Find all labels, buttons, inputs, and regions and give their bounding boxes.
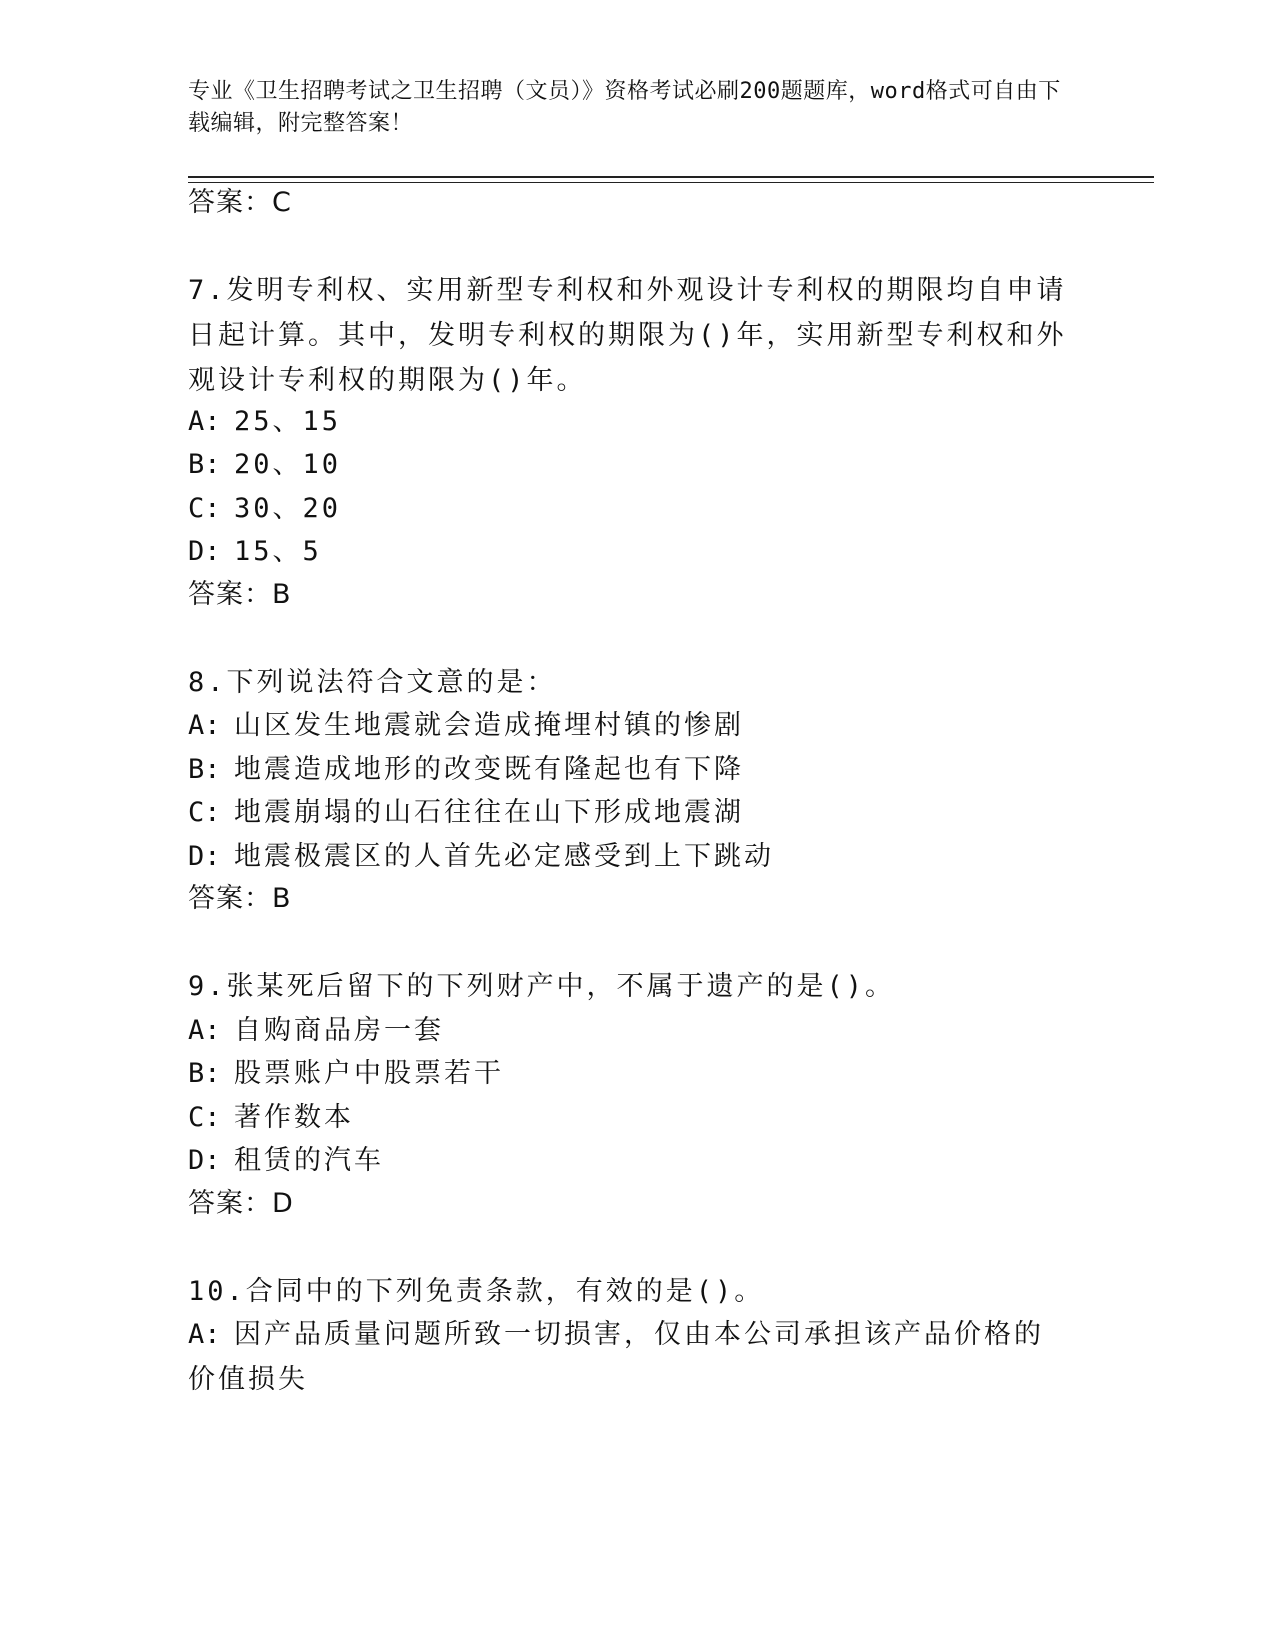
option-label: A: (188, 1015, 221, 1046)
option-label: B: (188, 1058, 221, 1089)
option-text: 30、20 (234, 493, 342, 524)
answer-6: 答案：C (188, 187, 292, 218)
document-header: 专业《卫生招聘考试之卫生招聘（文员）》资格考试必刷200题题库，word格式可自由下载编辑，附完整答案！ (188, 79, 1061, 136)
question-9-option-b (188, 1051, 1068, 1096)
option-text: 因产品质量问题所致一切损害，仅由本公司承担该产品价格的价值损失 (188, 1319, 1044, 1395)
option-label: A: (188, 1319, 221, 1350)
option-text: 地震极震区的人首先必定感受到上下跳动 (234, 841, 774, 872)
option-label: A: (188, 406, 221, 437)
option-label: C: (188, 797, 221, 828)
question-8-option-b (188, 747, 1068, 792)
option-label: C: (188, 1102, 221, 1133)
answer-8: 答案：B (188, 883, 292, 914)
question-9-option-c (188, 1095, 1068, 1140)
question-8-option-c (188, 790, 1068, 835)
option-text: 山区发生地震就会造成掩埋村镇的惨剧 (234, 710, 744, 741)
question-7-option-b (188, 442, 1068, 487)
option-text: 15、5 (234, 536, 322, 567)
question-7-option-d (188, 529, 1068, 574)
option-text: 著作数本 (234, 1102, 354, 1133)
question-9-option-d (188, 1138, 1068, 1183)
option-label: C: (188, 493, 221, 524)
option-label: D: (188, 841, 221, 872)
question-10-stem: 10.合同中的下列免责条款，有效的是()。 (188, 1276, 765, 1307)
question-10-option-a (188, 1312, 1068, 1402)
option-label: B: (188, 754, 221, 785)
header-rule-thin (188, 182, 1154, 183)
option-text: 地震造成地形的改变既有隆起也有下降 (234, 754, 744, 785)
option-label: A: (188, 710, 221, 741)
option-text: 20、10 (234, 449, 342, 480)
option-text: 地震崩塌的山石往往在山下形成地震湖 (234, 797, 744, 828)
question-9-stem: 9.张某死后留下的下列财产中，不属于遗产的是()。 (188, 971, 896, 1002)
answer-7: 答案：B (188, 579, 292, 610)
option-text: 股票账户中股票若干 (234, 1058, 504, 1089)
option-label: D: (188, 536, 221, 567)
question-7-stem: 7.发明专利权、实用新型专利权和外观设计专利权的期限均自申请日起计算。其中，发明专利权的期限为()年，实用新型专利权和外观设计专利权的期限为()年。 (188, 275, 1067, 396)
question-8-option-a (188, 703, 1068, 748)
option-label: B: (188, 449, 221, 480)
option-label: D: (188, 1145, 221, 1176)
answer-9: 答案：D (188, 1188, 294, 1219)
option-text: 自购商品房一套 (234, 1015, 444, 1046)
question-8-option-d (188, 834, 1068, 879)
header-rule-thick (188, 176, 1154, 178)
question-7-option-c (188, 486, 1068, 531)
option-text: 25、15 (234, 406, 342, 437)
question-7-option-a (188, 399, 1068, 444)
option-text: 租赁的汽车 (234, 1145, 384, 1176)
question-9-option-a (188, 1008, 1068, 1053)
question-8-stem: 8.下列说法符合文意的是： (188, 667, 557, 698)
